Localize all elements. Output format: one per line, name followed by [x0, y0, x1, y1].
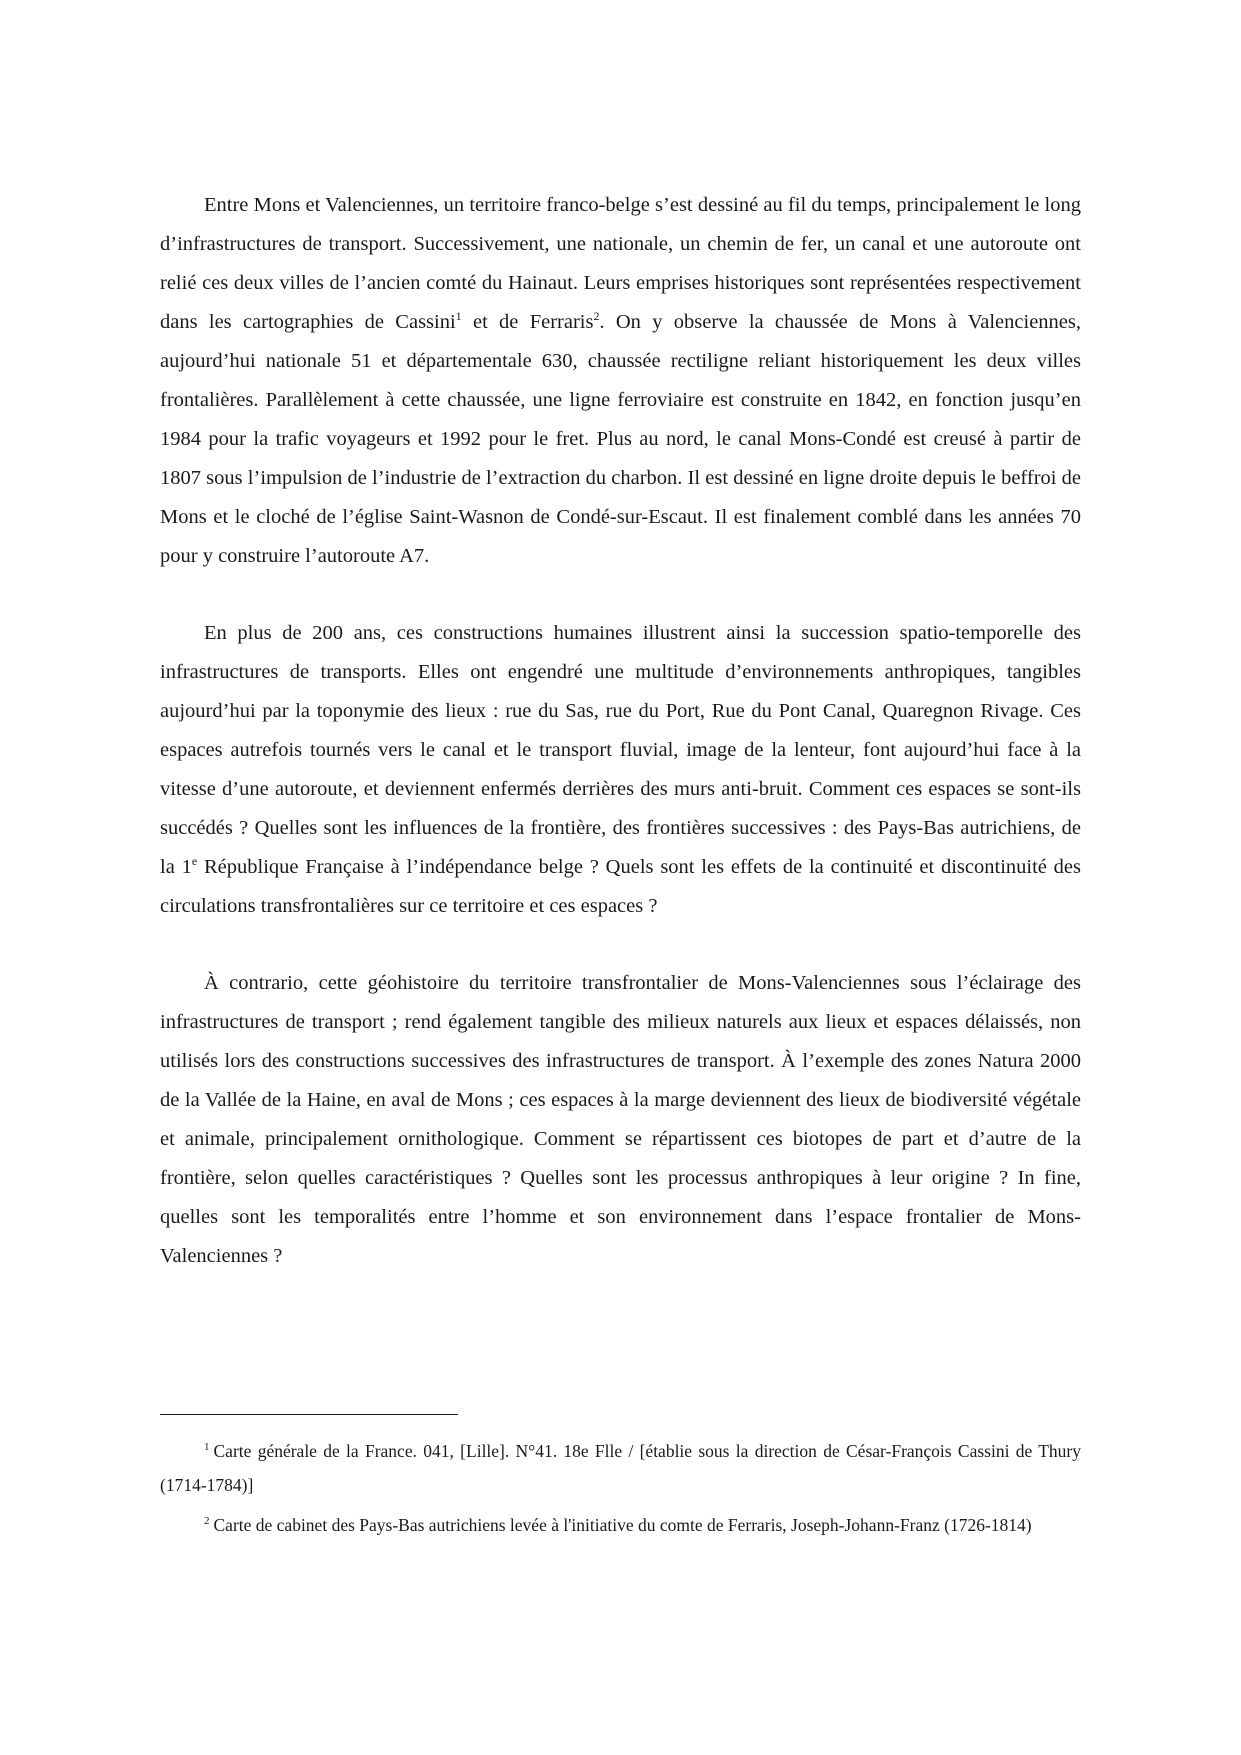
paragraph-3: À contrario, cette géohistoire du territoire transfrontalier de Mons-Valenciennes sous l’éclairage des infrastructures de transport ; rend également tangible des milieux naturels aux lieux et espaces délaissés, non utilisés lors des constructions successives des infrastructures de transport. À l’exemple des zones Natura 2000 de la Vallée de la Haine, en aval de Mons ; ces espaces à la marge deviennent des lieux de biodiversité végétale et animale, principalement ornithologique. Comment se répartissent ces biotopes de part et d’autre de la frontière, selon quelles caractéristiques ? Quelles sont les processus anthropiques à leur origine ? In fine, quelles sont les temporalités entre l’homme et son environnement dans l’espace frontalier de Mons-Valenciennes ?: [160, 972, 1081, 1267]
paragraph-2: [160, 614, 1081, 926]
footnote-separator: [160, 1414, 458, 1415]
paragraph-2-text-b: République Française à l’indépendance belge ? Quels sont les effets de la continuité et discontinuité des circulations transfrontalières sur ce territoire et ces espaces ?: [160, 856, 1082, 917]
paragraph-1-text-a: Entre Mons et Valenciennes, un territoire franco-belge s’est dessiné au fil du temps, principalement le long d’infrastructures de transport. Successivement, une nationale, un chemin de fer, un canal et une autoroute ont relié ces deux villes de l’ancien comté du Hainaut. Leurs emprises historiques sont représentées respectivement dans les cartographies de Cassini: [160, 194, 1081, 333]
paragraph-1-text-b: et de Ferraris: [461, 311, 594, 333]
paragraph-2-text-a: En plus de 200 ans, ces constructions humaines illustrent ainsi la succession spatio-temporelle des infrastructures de transports. Elles ont engendré une multitude d’environnements anthropiques, tangibles aujourd’hui par la toponymie des lieux : rue du Sas, rue du Port, Rue du Pont Canal, Quaregnon Rivage. Ces espaces autrefois tournés vers le canal et le transport fluvial, image de la lenteur, font aujourd’hui face à la vitesse d’une autoroute, et deviennent enfermés derrières des murs anti-bruit. Comment ces espaces se sont-ils succédés ? Quelles sont les influences de la frontière, des frontières successives : des Pays-Bas autrichiens, de la 1: [160, 622, 1081, 878]
footnote-2-number: 2: [204, 1515, 210, 1527]
footnote-1-text: Carte générale de la France. 041, [Lille]. N°41. 18e Flle / [établie sous la direction de César-François Cassini de Thury (1714-1784)]: [160, 1441, 1081, 1495]
body-text: [160, 186, 1081, 1314]
paragraph-1-text-c: . On y observe la chaussée de Mons à Valenciennes, aujourd’hui nationale 51 et départementale 630, chaussée rectiligne reliant historiquement les deux villes frontalières. Parallèlement à cette chaussée, une ligne ferroviaire est construite en 1842, en fonction jusqu’en 1984 pour la trafic voyageurs et 1992 pour le fret. Plus au nord, le canal Mons-Condé est creusé à partir de 1807 sous l’impulsion de l’industrie de l’extraction du charbon. Il est dessiné en ligne droite depuis le beffroi de Mons et le cloché de l’église Saint-Wasnon de Condé-sur-Escaut. Il est finalement comblé dans les années 70 pour y construire l’autoroute A7.: [160, 311, 1081, 567]
footnotes: [160, 1434, 1081, 1548]
footnote-2-text: Carte de cabinet des Pays-Bas autrichiens levée à l'initiative du comte de Ferraris, Joseph-Johann-Franz (1726-1814): [213, 1515, 1032, 1535]
footnote-1: [160, 1434, 1081, 1502]
paragraph-1: [160, 186, 1081, 576]
ordinal-superscript: e: [191, 854, 198, 868]
footnote-1-number: 1: [204, 1441, 210, 1453]
footnote-ref-1[interactable]: 1: [455, 309, 462, 323]
footnote-2: [160, 1508, 1081, 1542]
footnote-ref-2[interactable]: 2: [593, 309, 600, 323]
